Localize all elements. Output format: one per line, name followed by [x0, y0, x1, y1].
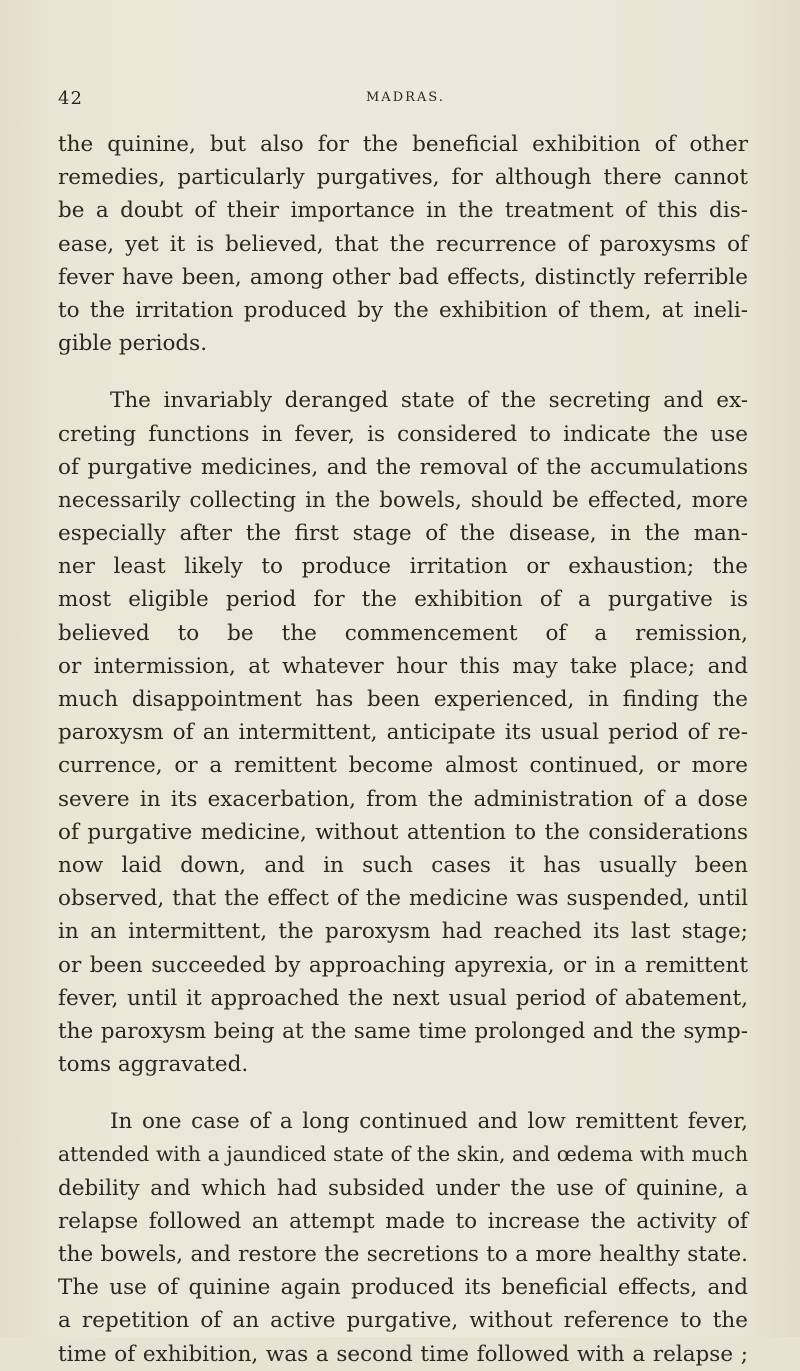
text-line: be a doubt of their importance in the treatment of this dis- — [58, 198, 748, 224]
paragraph-spacer — [58, 1081, 748, 1105]
text-line: necessarily collecting in the bowels, should be effected, more — [58, 487, 748, 513]
page-number: 42 — [58, 88, 83, 109]
text-line: in an intermittent, the paroxysm had reached its last stage; — [58, 919, 748, 945]
body-text — [58, 128, 748, 1371]
text-line: creting functions in fever, is considered to indicate the use — [58, 421, 748, 447]
text-line: toms aggravated. — [58, 1052, 249, 1078]
paragraph-spacer — [58, 360, 748, 384]
text-line: the bowels, and restore the secretions to a more healthy state. — [58, 1242, 748, 1267]
text-line: much disappointment has been experienced, in finding the — [58, 687, 748, 712]
paragraph-3 — [58, 1105, 748, 1371]
running-head: MADRAS. — [366, 90, 445, 105]
text-line: severe in its exacerbation, from the administration of a dose — [58, 786, 748, 812]
text-line: The use of quinine again produced its beneficial effects, and — [58, 1275, 748, 1301]
text-line: fever, until it approached the next usual period of abatement, — [58, 985, 748, 1011]
text-line: ease, yet it is believed, that the recurrence of paroxysms of — [58, 231, 748, 257]
text-line: gible periods. — [58, 331, 208, 357]
text-line: to the irritation produced by the exhibition of them, at ineli- — [58, 297, 748, 323]
text-line: or intermission, at whatever hour this may take place; and — [58, 653, 748, 679]
text-line: believed to be the commencement of a remission, — [58, 620, 748, 646]
page-header — [58, 88, 748, 112]
text-line: attended with a jaundiced state of the skin, and œdema with much — [58, 1142, 748, 1167]
text-line: paroxysm of an intermittent, anticipate its usual period of re- — [58, 720, 748, 746]
text-line: the quinine, but also for the beneficial exhibition of other — [58, 132, 748, 157]
text-line: of purgative medicine, without attention to the considerations — [58, 819, 748, 845]
text-line: observed, that the effect of the medicine was suspended, until — [58, 886, 748, 912]
text-line: remedies, particularly purgatives, for although there cannot — [58, 165, 748, 191]
text-line: a repetition of an active purgative, without reference to the — [58, 1308, 748, 1334]
text-line: the paroxysm being at the same time prolonged and the symp- — [58, 1018, 748, 1044]
text-line: ner least likely to produce irritation or exhaustion; the — [58, 554, 748, 580]
paragraph-2 — [58, 384, 748, 1081]
text-line: most eligible period for the exhibition of a purgative is — [58, 587, 748, 613]
text-line: of purgative medicines, and the removal of the accumulations — [58, 454, 748, 480]
text-line: relapse followed an attempt made to increase the activity of — [58, 1208, 748, 1234]
paragraph-1 — [58, 128, 748, 360]
text-line: debility and which had subsided under the use of quinine, a — [58, 1175, 748, 1201]
text-line: or been succeeded by approaching apyrexia, or in a remittent — [58, 952, 748, 978]
text-line: especially after the first stage of the disease, in the man- — [58, 521, 748, 547]
text-line: now laid down, and in such cases it has usually been — [58, 852, 748, 878]
text-line: currence, or a remittent become almost continued, or more — [58, 753, 748, 779]
text-line: In one case of a long continued and low remittent fever, — [110, 1109, 748, 1135]
text-line: time of exhibition, was a second time followed with a relapse ; — [58, 1341, 748, 1367]
text-line: The invariably deranged state of the secreting and ex- — [110, 388, 748, 414]
text-line: fever have been, among other bad effects, distinctly referrible — [58, 264, 748, 290]
